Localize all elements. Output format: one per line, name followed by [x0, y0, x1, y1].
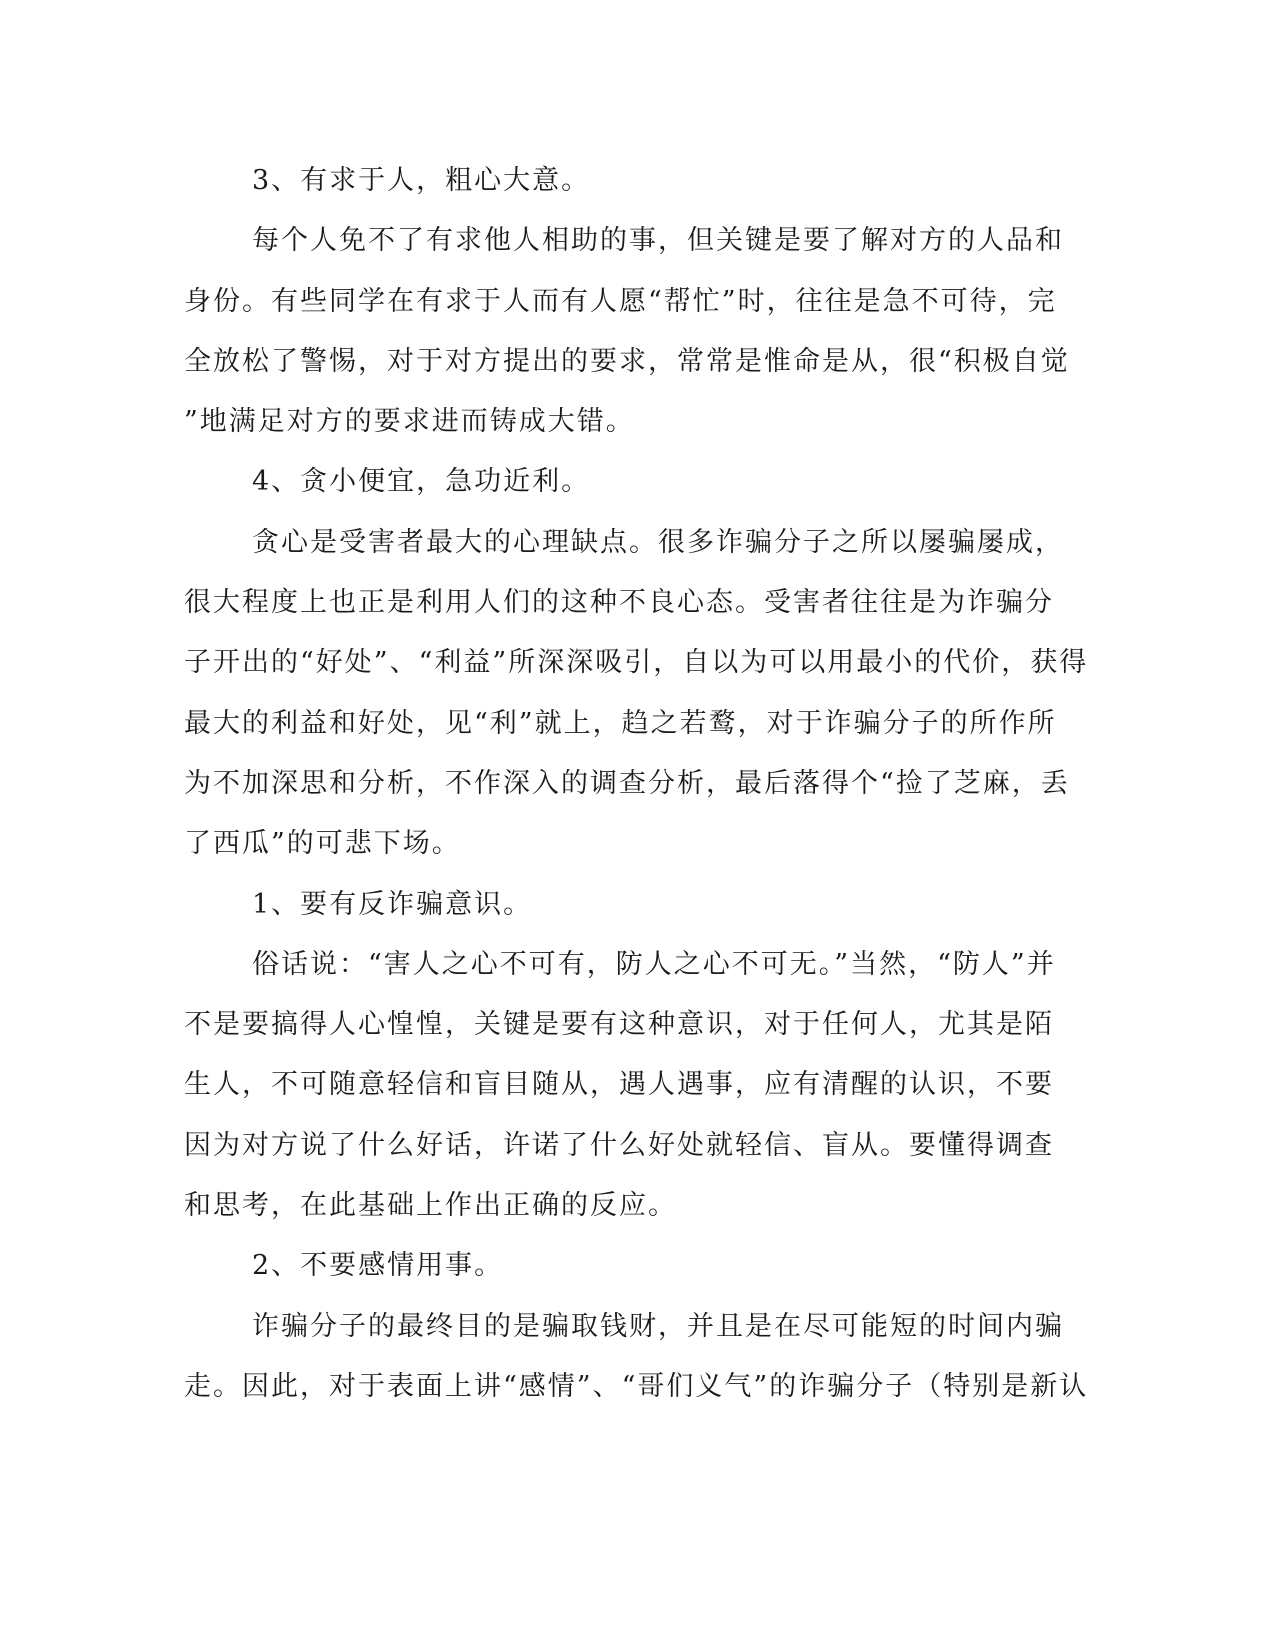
text-line: 很大程度上也正是利用人们的这种不良心态。受害者往往是为诈骗分: [184, 587, 1054, 619]
text-line: 了西瓜”的可悲下场。: [184, 828, 461, 860]
text-line: 子开出的“好处”、“利益”所深深吸引，自以为可以用最小的代价，获得: [184, 647, 1089, 679]
document-body: [184, 151, 1089, 1417]
text-line: 俗话说：“害人之心不可有，防人之心不可无。”当然，“防人”并: [252, 948, 1056, 980]
text-line: 为不加深思和分析，不作深入的调查分析，最后落得个“捡了芝麻，丢: [184, 767, 1070, 799]
text-line: 诈骗分子的最终目的是骗取钱财，并且是在尽可能短的时间内骗: [252, 1310, 1064, 1342]
text-line: 不是要搞得人心惶惶，关键是要有这种意识，对于任何人，尤其是陌: [184, 1009, 1054, 1041]
text-line: 贪心是受害者最大的心理缺点。很多诈骗分子之所以屡骗屡成，: [252, 526, 1064, 558]
text-line: 2、不要感情用事。: [252, 1250, 504, 1282]
text-line: 全放松了警惕，对于对方提出的要求，常常是惟命是从，很“积极自觉: [184, 345, 1070, 377]
text-line: 每个人免不了有求他人相助的事，但关键是要了解对方的人品和: [252, 225, 1064, 257]
text-line: 1、要有反诈骗意识。: [252, 888, 533, 920]
text-line: 4、贪小便宜，急功近利。: [252, 466, 591, 498]
text-line: 最大的利益和好处，见“利”就上，趋之若鹜，对于诈骗分子的所作所: [184, 707, 1057, 739]
text-line: 走。因此，对于表面上讲“感情”、“哥们义气”的诈骗分子（特别是新认: [184, 1370, 1089, 1402]
text-line: 和思考，在此基础上作出正确的反应。: [184, 1190, 677, 1222]
text-line: 生人，不可随意轻信和盲目随从，遇人遇事，应有清醒的认识，不要: [184, 1069, 1054, 1101]
text-line: 3、有求于人，粗心大意。: [252, 165, 591, 196]
text-line: 因为对方说了什么好话，许诺了什么好处就轻信、盲从。要懂得调查: [184, 1129, 1054, 1161]
text-line: 身份。有些同学在有求于人而有人愿“帮忙”时，往往是急不可待，完: [184, 285, 1057, 317]
text-line: ”地满足对方的要求进而铸成大错。: [184, 406, 635, 438]
